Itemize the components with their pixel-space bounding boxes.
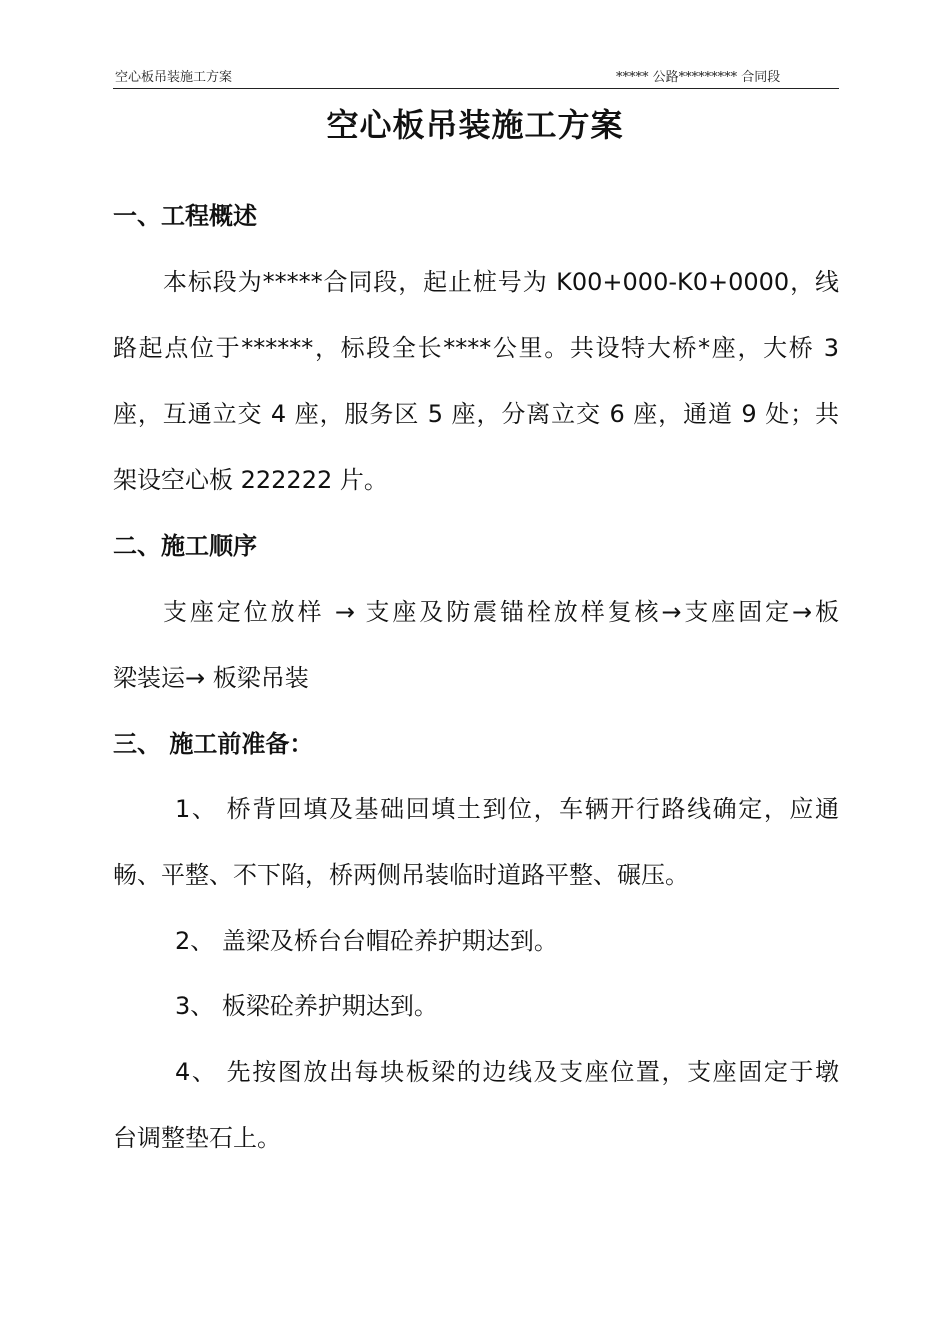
paragraph-line: 架设空心板 222222 片。 xyxy=(113,466,388,494)
paragraph-line: 梁装运→ 板梁吊装 xyxy=(113,664,309,692)
list-item-line: 台调整垫石上。 xyxy=(113,1124,281,1152)
section-heading-sequence: 二、施工顺序 xyxy=(113,532,257,560)
paragraph-line: 路起点位于******，标段全长****公里。共设特大桥*座，大桥 3 xyxy=(113,334,839,362)
list-item-line: 3、 板梁砼养护期达到。 xyxy=(175,992,438,1020)
paragraph-line: 支座定位放样 → 支座及防震锚栓放样复核→支座固定→板 xyxy=(163,598,839,626)
document-title: 空心板吊装施工方案 xyxy=(326,106,624,144)
list-item-line: 4、 先按图放出每块板梁的边线及支座位置，支座固定于墩 xyxy=(175,1058,839,1086)
running-header xyxy=(113,68,839,89)
header-right-text: ***** 公路********* 合同段 xyxy=(616,70,781,85)
header-left-text: 空心板吊装施工方案 xyxy=(115,70,233,85)
section-heading-overview: 一、工程概述 xyxy=(113,202,257,230)
paragraph-line: 本标段为*****合同段，起止桩号为 K00+000-K0+0000，线 xyxy=(163,268,839,296)
list-item-line: 2、 盖梁及桥台台帽砼养护期达到。 xyxy=(175,927,558,955)
list-item-line: 畅、平整、不下陷，桥两侧吊装临时道路平整、碾压。 xyxy=(113,861,689,889)
paragraph-line: 座，互通立交 4 座，服务区 5 座，分离立交 6 座，通道 9 处；共 xyxy=(113,400,839,428)
section-heading-preparation: 三、 施工前准备： xyxy=(113,730,314,758)
list-item-line: 1、 桥背回填及基础回填土到位，车辆开行路线确定，应通 xyxy=(175,795,839,823)
